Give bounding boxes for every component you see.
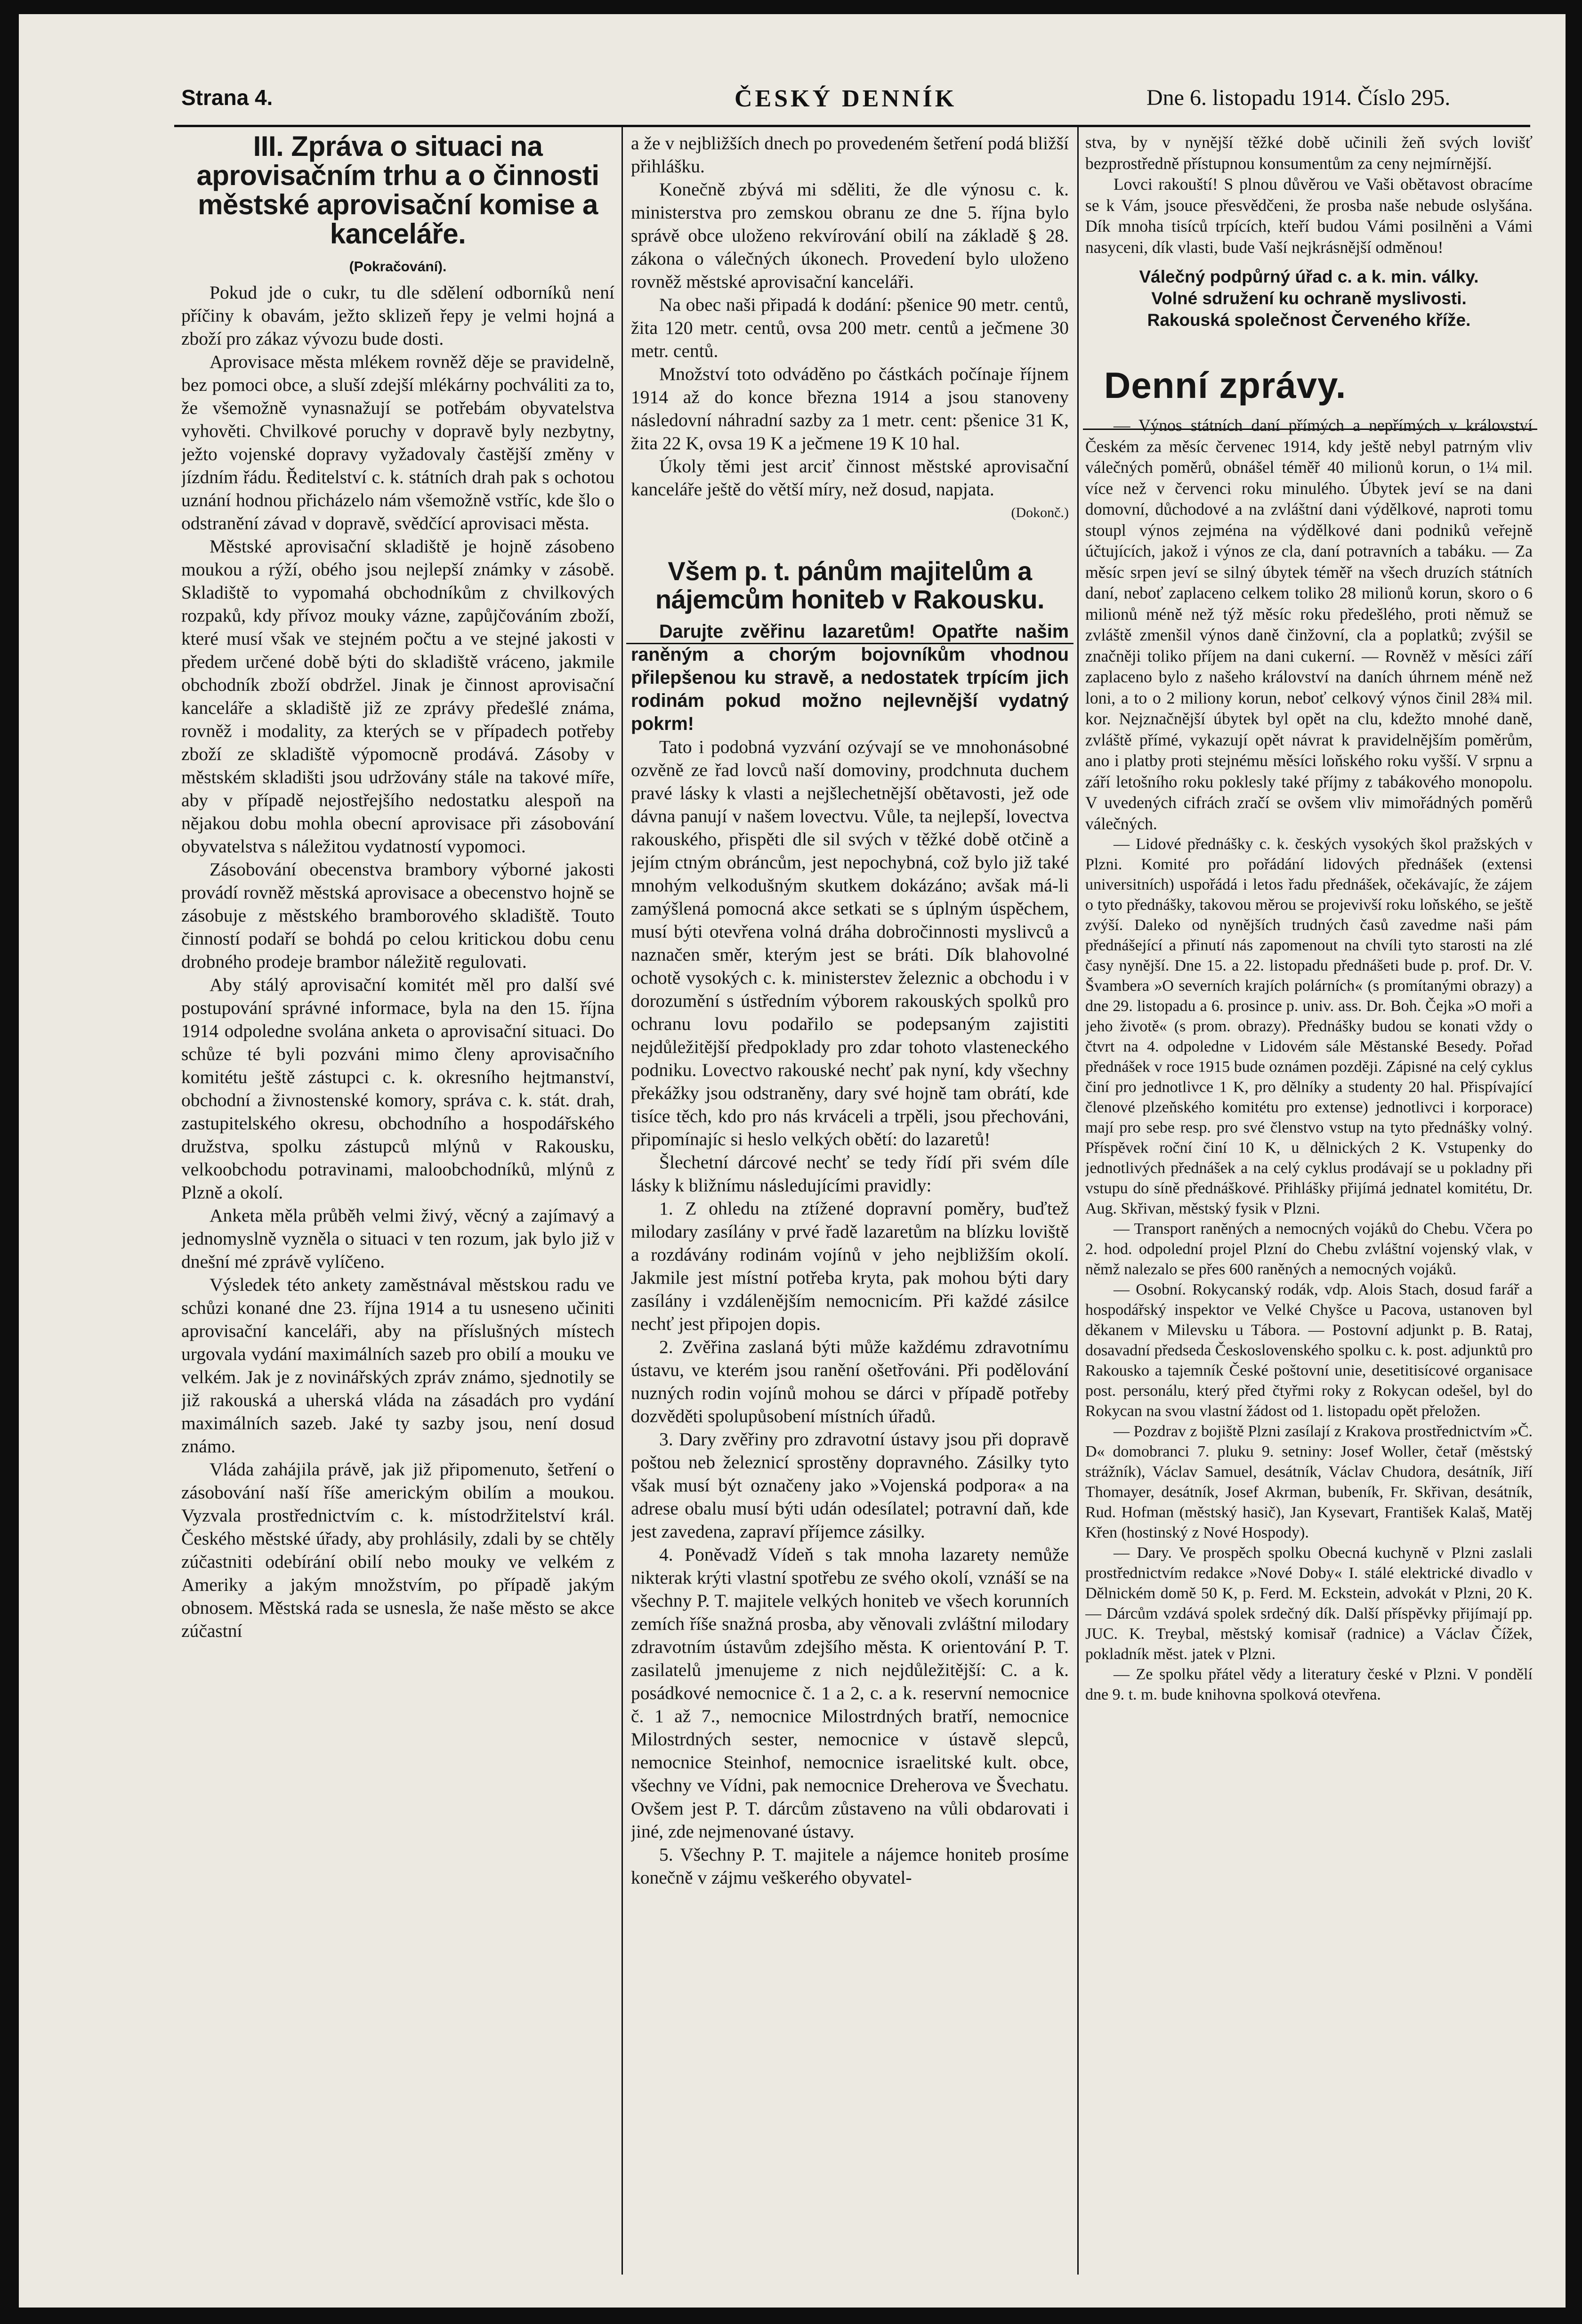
masthead-title: ČESKÝ DENNÍK — [734, 85, 957, 112]
news-item: — Ze spolku přátel vědy a literatury české v Plzni. V pondělí dne 9. t. m. bude knihovna spolková otevřena. — [1085, 1666, 1533, 1703]
news-item: — Lidové přednášky c. k. českých vysokých škol pražských v Plzni. Komité pro pořádání lidových přednášek (extensi universitních) uspořádá i letos řadu přednášek, očekávajíc, že zájem o tyto přednášky, takovou měrou se projevivší roku loňského, se ještě zvýší. Dalekо od nynějších trudných časů zavedme naši pám přednášející a přinutí nás zapomenout na chvíli tyto starosti na zlé časy nynější. Dne 15. a 22. listopadu přednášeti bude p. prof. Dr. V. Švambera »O severních krajích polárních« (s promítanými obrazy) a dne 29. listopadu a 6. prosince p. univ. ass. Dr. Boh. Čejka »O moři a jeho životě« (s prom. obrazy). Přednášky budou se konati vždy o čtvrt na 4. odpoledne v Lidovém sále Městanské Besedy. Pořad přednášek v roce 1915 bude oznámen později. Zápisné na celý cyklus činí pro jednotlivce 1 K, pro dělníky a studenty 20 hal. Přispívající členové plzeňského komitétu pro extense) jednotlivci i korporace) mají pro sebe resp. pro své členstvo vstup na tyto přednášky volný. Příspěvek roční činí 10 K, u dělnických 2 K. Vstupenky do jednotlivých přednášek a na celý cyklus prodávají se u pokladny při vstupu do síně přednáškové. Přihlášky přijímá jednatel komitétu, Dr. Aug. Skřivan, městský fysik v Plzni. — [1085, 835, 1533, 1217]
article-paragraph: Aprovisace města mlékem rovněž děje se pravidelně, bez pomoci obce, a sluší zdejší mlékárny pochváliti za to, že všemožně vynasnažují se potřebám obyvatelstva vyhověti. Chvilkové poruchy v dopravě byly nezbytny, ježto vojenské dopravy vyžadovaly častější změny v jízdním řádu. Ředitelství c. k. státních drah pak s ochotou uznání hodnou přicházelo nám všemožně vstříc, kde šlo o odstranění závad v dopravě, svědčící aprovisaci města. — [181, 351, 614, 534]
article-paragraph: Městské aprovisační skladiště je hojně zásobeno moukou a rýží, obého jsou nejlepší známky v zásobě. Skladiště to vypomahá obchodníkům z chvilkových rozpaků, kdy přívoz mouky vázne, zapůjčováním zboží, které musí však ve stejném počtu a ve stejné jakosti v předem určené době býti do skladiště vráceno, jakmile obchodník zboží obdržel. Jinak je činnost aprovisační kanceláře a skladiště již ze zprávy předešlé známa, rovněž i modality, za kterých se v případech potřeby zboží ze skladiště výpomocně prodává. Zásoby v městském skladišti jsou udržovány stále na takové míře, aby v případě nejostřejšího nedostatku alespoň na nějakou dobu mohla obecní aprovisace při zásobování obyvatelstva s náležitou vydatností vypomoci. — [181, 536, 614, 857]
article-paragraph: Anketa měla průběh velmi živý, věcný a zajímavý a jednomyslně vyzněla o situaci v ten rozum, jak bylo již v dnešní mé zprávě vylíčeno. — [181, 1205, 614, 1272]
article-paragraph: Vláda zahájila právě, jak již připomenuto, šetření o zásobování naší říše americkým obilím a moukou. Vyzvala prostřednictvím c. k. místodržitelství král. Českého městské úřady, aby prohlásily, zdali by se chtěly zúčastniti odebírání obilí nebo mouky ve velkém z Ameriky a jakým množstvím, po případě jakým obnosem. Městská rada se usnesla, že naše město se akce zúčastní — [181, 1459, 614, 1641]
page-number: Strana 4. — [181, 85, 273, 110]
continued-note: (Pokračování). — [349, 259, 447, 275]
article-paragraph: a že v nejbližších dnech po provedeném šetření podá bližší přihlášku. — [631, 133, 1069, 177]
section-title: Denní zprávy. — [1104, 364, 1347, 406]
article-headline: III. Zpráva o situaci na aprovisačním trhu a o činnosti městské aprovisační komise a kanceláře. — [196, 132, 599, 250]
article-paragraph: 2. Zvěřina zaslaná býti může každému zdravotnímu ústavu, ve kterém jsou ranění ošetřováni. Při podělování nuzných rodin vojínů mohou se dárci v případě potřeby dozvěděti spolupůsobení místních úřadů. — [631, 1336, 1069, 1426]
continuation-note: (Dokonč.) — [1011, 505, 1069, 520]
article-paragraph: Na obec naši připadá k dodání: pšenice 90 metr. centů, žita 120 metr. centů, ovsa 200 metr. centů a ječmene 30 metr. centů. — [631, 294, 1069, 361]
signatory: Válečný podpůrný úřad c. a k. min. války. — [1139, 267, 1479, 286]
article-paragraph: stva, by v nynější těžké době učinili žeň svých lovišť bezprostředně přístupnou konsumentům za ceny nejmírnější. — [1085, 133, 1533, 173]
article-paragraph: 3. Dary zvěřiny pro zdravotní ústavy jsou při dopravě poštou neb železnicí sprostěny dopravného. Zásilky tyto však musí být označeny jako »Vojenská podpora« a na adrese obalu musí býti udán odesílatel; potravní daň, kde jest zavedena, zapraví příjemce zásilky. — [631, 1429, 1069, 1542]
article-lead: Darujte zvěřinu lazaretům! Opatřte našim raněným a chorým bojovníkům vhodnou přilepšenou ku stravě, a nedostatek trpícím jich rodinám pokud možno nejlevnější vydatný pokrm! — [631, 621, 1069, 734]
article-paragraph: Výsledek této ankety zaměstnával městskou radu ve schůzi konané dne 23. října 1914 a tu usneseno učiniti aprovisační kanceláři, aby na příslušných místech urgovala vydání maximálních sazeb pro obilí a mouku ve velkém. Jak je z novinářských zpráv známo, sjednotily se již rakouská a uherská vláda na zásadách pro vydání maximálních sazeb. Jaké ty sazby jsou, není dosud známo. — [181, 1274, 614, 1457]
article-paragraph: Šlechetní dárcové nechť se tedy řídí při svém díle lásky k bližnímu následujícími pravidly: — [631, 1152, 1069, 1196]
issue-date: Dne 6. listopadu 1914. Číslo 295. — [1146, 85, 1451, 110]
article-paragraph: 4. Poněvadž Vídeň s tak mnoha lazarety nemůže nikterak krýti vlastní spotřebu ze svého okolí, vznáší se na všechny P. T. majitele velkých honiteb ve všech korunních zemích říše snažná prosba, aby věnovali zvláštní milodary zdravotním ústavům zdejšího města. K orientování P. T. zasilatelů jmenujeme z nich nejdůležitější: C. a k. posádkové nemocnice č. 1 a 2, c. a k. reservní nemocnice č. 1 až 7., nemocnice Milostrdných bratří, nemocnice Milostrdných sester, nemocnice v ústavě slepců, nemocnice Steinhof, nemocnice israelitské kult. obce, všechny ve Vídni, pak nemocnice Dreherova ve Švechatu. Ovšem jest P. T. dárcům zůstaveno na vůli obdarovati i jiné, zde nejmenované ústavy. — [631, 1544, 1069, 1842]
article-paragraph: 1. Z ohledu na ztížené dopravní poměry, buďtež milodary zasílány v prvé řadě lazaretům na blízku loviště a rozdávány rodinám vojínů v jeho nejbližším okolí. Jakmile jest místní potřeba kryta, pak mohou býti dary zasílány i vzdálenějším nemocnicím. Při každé zásilce nechť jest připojen dopis. — [631, 1198, 1069, 1334]
column-rule-1 — [622, 127, 623, 2275]
header-rule — [174, 125, 1530, 127]
column-2 — [631, 132, 1069, 2279]
article-paragraph: Tato i podobná vyzvání ozývají se ve mnohonásobné ozvěně ze řad lovců naší domoviny, prodchnuta duchem pravé lásky k vlasti a nejšlechetnější obětavosti, jež ode dávna panují v našem lovectvu. Vůle, ta nejlepší, lovectva rakouského, přispěti dle sil svých v těžké době otčině a jejím ctným obráncům, jest nepochybná, což bylo již také mnohým velkodušným skutkem dokázáno; avšak má-li zamýšlená pomocná akce setkati se s úplným úspěchem, musí býti otevřena volná dráha dobročinnosti myslivců a naznačen směr, kterým jest se bráti. Dík blahovolné ochotě vysokých c. k. ministerstev železnic a obchodu i v dorozumění s ústředním výborem rakouských spolků pro ochranu lovu podařilo se podepsaným zajistiti nejdůležitější předpoklady pro zdar tohoto vlasteneckého podniku. Lovectvo rakouské nechť pak nyní, kdy všechny překážky jsou odstraněny, dary své hojně tam obrátí, kde tisíce těch, kdo pro nás krváceli a trpěli, jsou přechováni, připomínajíc si heslo velkých obětí: do lazaretů! — [631, 737, 1069, 1150]
news-item: — Pozdrav z bojiště Plzni zasílají z Krakova prostřednictvím »Č. D« domobranci 7. pluku 9. setniny: Josef Woller, četař (městský strážník), Václav Samuel, desátník, Václav Chudora, desátník, Jiří Thomayer, desátník, Josef Akrman, bubeník, Fr. Skřivan, desátník, Rud. Hofman (městský hasič), Jan Kysevart, František Kalaš, Matěj Křen (hostinský z Nové Hospody). — [1085, 1423, 1533, 1541]
news-item: — Osobní. Rokycanský rodák, vdp. Alois Stach, dosud farář a hospodářský inspektor ve Velké Chyšce u Pacova, ustanoven byl děkanem v Milevsku u Tábora. — Postovní adjunkt p. B. Rataj, dosavadní předseda Československého spolku c. k. post. adjunktů pro Rakousko a tajemník České poštovní unie, desetitisícové organisace post. personálu, který před čtyřmi roky z Rokycan odešel, byl do Rokycan na svou vlastní žádost od 1. listopadu opět přeložen. — [1085, 1281, 1533, 1420]
news-item: — Výnos státních daní přímých a nepřímých v království Českém za měsíc červenec 1914, kdy ještě nebyl patrným vliv válečných poměrů, obnášel téměř 40 milionů korun, o 1¼ mil. více než v červenci roku minulého. Úbytek jeví se na dani domovní, důchodové a na zvláštní dani výdělkové, naproti tomu stoupl výnos zejména na výdělkové dani podniků veřejně účtujících, jakož i výnos ze cla, daní potravních a tabáku. — Za měsíc srpen jeví se silný úbytek téměř na všech druzích státních daní, neboť zaplaceno celkem toliko 28 milionů korun, skoro o 6 milionů méně než týž měsíc roku předešlého, proti němuž se zvláště zmenšil výnos daně činžovní, cla a poplatků; zvýšil se značněji toliko příjem na dani cukerní. — Rovněž v měsíci září zaplaceno bylo z našeho království na daních úhrnem méně než loni, a to o 2 miliony korun, neboť celkový výnos činil 28¾ mil. kor. Nejznačnější úbytek byl opět na clu, kdežto mnohé daně, zvláště přímé, vykazují opět návrat k pravidelnějším poměrům, ano i platby proti stejnému měsíci loňského roku vyšší. V srpnu a září letošního roku poklesly také příjmy z tabákového monopolu. V uvedených cifrách zračí se ovšem vliv mimořádných poměrů válečných. — [1085, 416, 1533, 833]
column-rule-2 — [1077, 127, 1079, 2275]
column-1 — [181, 132, 614, 2279]
article-paragraph: Konečně zbývá mi sděliti, že dle výnosu c. k. ministerstva pro zemskou obranu ze dne 5. října bylo správě obce uloženo rekvírování obilí na základě § 28. zákona o válečných úkonech. Provedení bylo uloženo rovněž městské aprovisační kanceláři. — [631, 179, 1069, 292]
article-paragraph: Aby stálý aprovisační komitét měl pro další své postupování správné informace, byla na den 15. října 1914 odpoledne svolána anketa o aprovisační situaci. Do schůze té byli pozváni mimo členy aprovisačního komitétu ještě zástupci c. k. okresního hejtmanství, obchodní a živnostenské komory, správa c. k. stát. drah, zastupitelského okresu, obchodního a hospodářského družstva, spolku zástupců mlýnů v Rakousku, velkoobchodu potravinami, maloobchodníků, mlýnů z Plzně a okolí. — [181, 974, 614, 1203]
news-item: — Transport raněných a nemocných vojáků do Chebu. Včera po 2. hod. odpolední projel Plzní do Chebu zvláštní vojenský vlak, v němž nalezalo se přes 600 raněných a nemocných vojáků. — [1085, 1220, 1533, 1278]
column-3 — [1085, 132, 1533, 2279]
article-paragraph: Pokud jde o cukr, tu dle sdělení odborníků není příčiny k obavám, ježto sklizeň řepy je velmi hojná a zboží pro zákaz vývozu bude dosti. — [181, 282, 614, 349]
article-paragraph: Zásobování obecenstva brambory výborné jakosti provádí rovněž městská aprovisace a obecenstvo hojně se zásobuje z městského bramborového skladiště. Touto činností podaří se bohdá po celou kritickou dobu cenu drobného prodeje brambor náležitě regulovati. — [181, 859, 614, 972]
article-paragraph: Úkoly těmi jest arciť činnost městské aprovisační kanceláře ještě do větší míry, než dosud, napjata. — [631, 456, 1069, 500]
article-paragraph: Množství toto odváděno po částkách počínaje říjnem 1914 až do konce března 1914 a jsou stanoveny následovní náhradní sazby za 1 metr. cent: pšenice 31 K, žita 22 K, ovsa 19 K a ječmene 19 K 10 hal. — [631, 364, 1069, 453]
article-paragraph: 5. Všechny P. T. majitele a nájemce honiteb prosíme konečně v zájmu veškerého obyvatel- — [631, 1844, 1069, 1888]
news-item: — Dary. Ve prospěch spolku Obecná kuchyně v Plzni zaslali prostřednictvím redakce »Nové Doby« I. stálé elektrické divadlo v Dělnickém domě 50 K, p. Ferd. M. Eckstein, advokát v Plzni, 20 K. — Dárcům vzdává spolek srdečný dík. Další příspěvky přijímají pp. JUC. K. Treybal, městský komisař (radnice) a Václav Čížek, pokladník měst. jatek v Plzni. — [1085, 1544, 1533, 1663]
article-headline: Všem p. t. pánům majitelům a nájemcům honiteb v Rakousku. — [655, 556, 1045, 614]
newspaper-page — [19, 14, 1566, 2308]
signatory: Rakouská společnost Červeného kříže. — [1147, 310, 1471, 330]
signatory: Volné sdružení ku ochraně myslivosti. — [1151, 289, 1467, 308]
article-paragraph: Lovci rakouští! S plnou důvěrou ve Vaši obětavost obracíme se k Vám, jsouce přesvědčeni, že prosba naše nebude oslyšána. Dík mnoha tisíců trpících, kteří budou Vámi posilněni a Vámi nasyceni, dík vlasti, bude Vaší nejkrásnější odměnou! — [1085, 175, 1533, 257]
